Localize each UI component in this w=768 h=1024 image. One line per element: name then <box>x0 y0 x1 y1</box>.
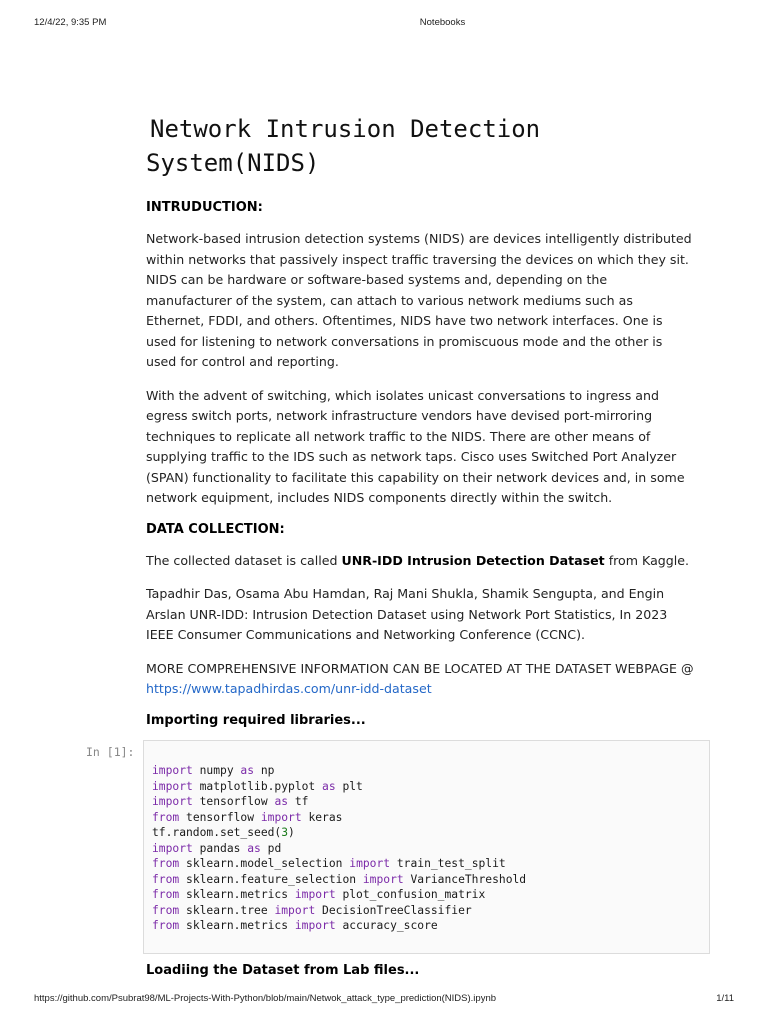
notebook-content <box>146 112 694 742</box>
code-line <box>152 841 526 857</box>
dataset-link[interactable]: https://www.tapadhirdas.com/unr-idd-dataset <box>146 681 432 696</box>
data-collection-heading: DATA COLLECTION: <box>146 521 285 537</box>
code-text: tf <box>288 795 309 808</box>
code-text: plot_confusion_matrix <box>335 888 486 901</box>
dataset-sentence <box>146 551 694 572</box>
code-text: ) <box>288 826 295 839</box>
code-keyword: from <box>152 872 180 886</box>
code-line <box>152 872 526 888</box>
code-keyword: as <box>274 795 289 808</box>
code-text: tf.random.set_seed( <box>152 826 282 839</box>
intro-heading: INTRUDUCTION: <box>146 200 263 215</box>
code-text: tensorflow <box>192 795 275 808</box>
code-text: matplotlib.pyplot <box>192 779 323 793</box>
dataset-name: UNR-IDD Intrusion Detection Dataset <box>341 552 605 568</box>
code-keyword: import <box>152 764 193 777</box>
code-text: numpy <box>192 764 241 777</box>
code-line <box>152 903 526 919</box>
dataset-prefix: The collected dataset is called <box>146 552 342 568</box>
code-text: sklearn.feature_selection <box>179 872 363 886</box>
code-keyword: as <box>240 764 255 777</box>
more-info-text: MORE COMPREHENSIVE INFORMATION CAN BE LOCATED AT THE DATASET WEBPAGE @ <box>146 660 694 676</box>
code-text: plt <box>335 779 363 793</box>
intro-paragraph-2: With the advent of switching, which isolates unicast conversations to ingress and egress switch ports, network infrastructure vendors have devised port-mirroring techniques to replicate all network traffic to the NIDS. There are other means of supplying traffic to the IDS such as network taps. Cisco uses Switched Port Analyzer (SPAN) functionality to facilitate this capability on their network devices and, in some network equipment, includes NIDS components directly within the switch. <box>146 387 685 505</box>
cell-prompt: In [1]: <box>86 745 135 759</box>
code-text: train_test_split <box>390 857 506 870</box>
code-text: DecisionTreeClassifier <box>315 903 472 917</box>
dataset-suffix: from Kaggle. <box>604 552 690 568</box>
code-text: np <box>254 764 275 777</box>
code-keyword: import <box>362 872 404 886</box>
code-text: sklearn.metrics <box>179 888 295 901</box>
code-line <box>152 825 526 841</box>
code-keyword: import <box>152 841 193 855</box>
loading-heading: Loadiing the Dataset from Lab files... <box>146 963 420 978</box>
code-line <box>152 763 526 779</box>
code-line <box>152 779 526 795</box>
print-header <box>0 17 768 31</box>
code-keyword: from <box>152 919 180 932</box>
intro-paragraph-1: Network-based intrusion detection systems (NIDS) are devices intelligently distributed within networks that passively inspect traffic traversing the devices on which they sit. NIDS can be hardware or software-based systems and, depending on the manufacturer of the system, can attach to various network mediums such as Ethernet, FDDI, and others. Oftentimes, NIDS have two network interfaces. One is used for listening to network conversations in promiscuous mode and the other is used for control and reporting. <box>146 231 692 369</box>
code-keyword: import <box>294 888 336 901</box>
code-keyword: import <box>152 779 193 793</box>
code-line <box>152 918 526 934</box>
code-keyword: import <box>260 810 302 824</box>
code-keyword: from <box>152 857 180 870</box>
page-title <box>146 112 694 180</box>
code-keyword: import <box>294 919 336 932</box>
code-text: sklearn.tree <box>179 903 275 917</box>
code-keyword: import <box>274 903 316 917</box>
code-line <box>152 810 526 826</box>
code-cell[interactable] <box>143 740 710 954</box>
code-text: pd <box>260 841 282 855</box>
code-text: accuracy_score <box>335 919 438 932</box>
code-line <box>152 794 526 810</box>
code-text: keras <box>301 810 343 824</box>
code-text: sklearn.model_selection <box>179 857 350 870</box>
code-keyword: from <box>152 903 180 917</box>
code-keyword: from <box>152 888 180 901</box>
code-text: tensorflow <box>179 810 261 824</box>
title-line-1: Network Intrusion Detection <box>150 115 541 143</box>
print-title: Notebooks <box>419 17 466 28</box>
code-number: 3 <box>281 826 289 839</box>
code-line <box>152 887 526 903</box>
code-text: sklearn.metrics <box>179 919 295 932</box>
code-keyword: import <box>152 795 193 808</box>
code-keyword: import <box>349 857 391 870</box>
more-info <box>146 659 694 700</box>
code-block <box>152 763 526 934</box>
title-line-2: System(NIDS) <box>146 149 320 177</box>
code-keyword: as <box>322 779 336 793</box>
print-url: https://github.com/Psubrat98/ML-Projects-With-Python/blob/main/Netwok_attack_type_prediction(NIDS).ipynb <box>34 993 497 1004</box>
code-keyword: from <box>152 810 180 824</box>
code-text: VarianceThreshold <box>403 872 527 886</box>
code-text: pandas <box>192 841 248 855</box>
code-line <box>152 856 526 872</box>
code-keyword: as <box>247 841 261 855</box>
page-number: 1/11 <box>716 993 734 1004</box>
citation: Tapadhir Das, Osama Abu Hamdan, Raj Mani Shukla, Shamik Sengupta, and Engin Arslan UNR-IDD: Intrusion Detection Dataset using Network Port Statistics, In 2023 IEEE Consumer Communications and Networking Conference (CCNC). <box>146 586 668 642</box>
print-timestamp: 12/4/22, 9:35 PM <box>34 17 107 28</box>
import-heading: Importing required libraries... <box>146 712 366 728</box>
